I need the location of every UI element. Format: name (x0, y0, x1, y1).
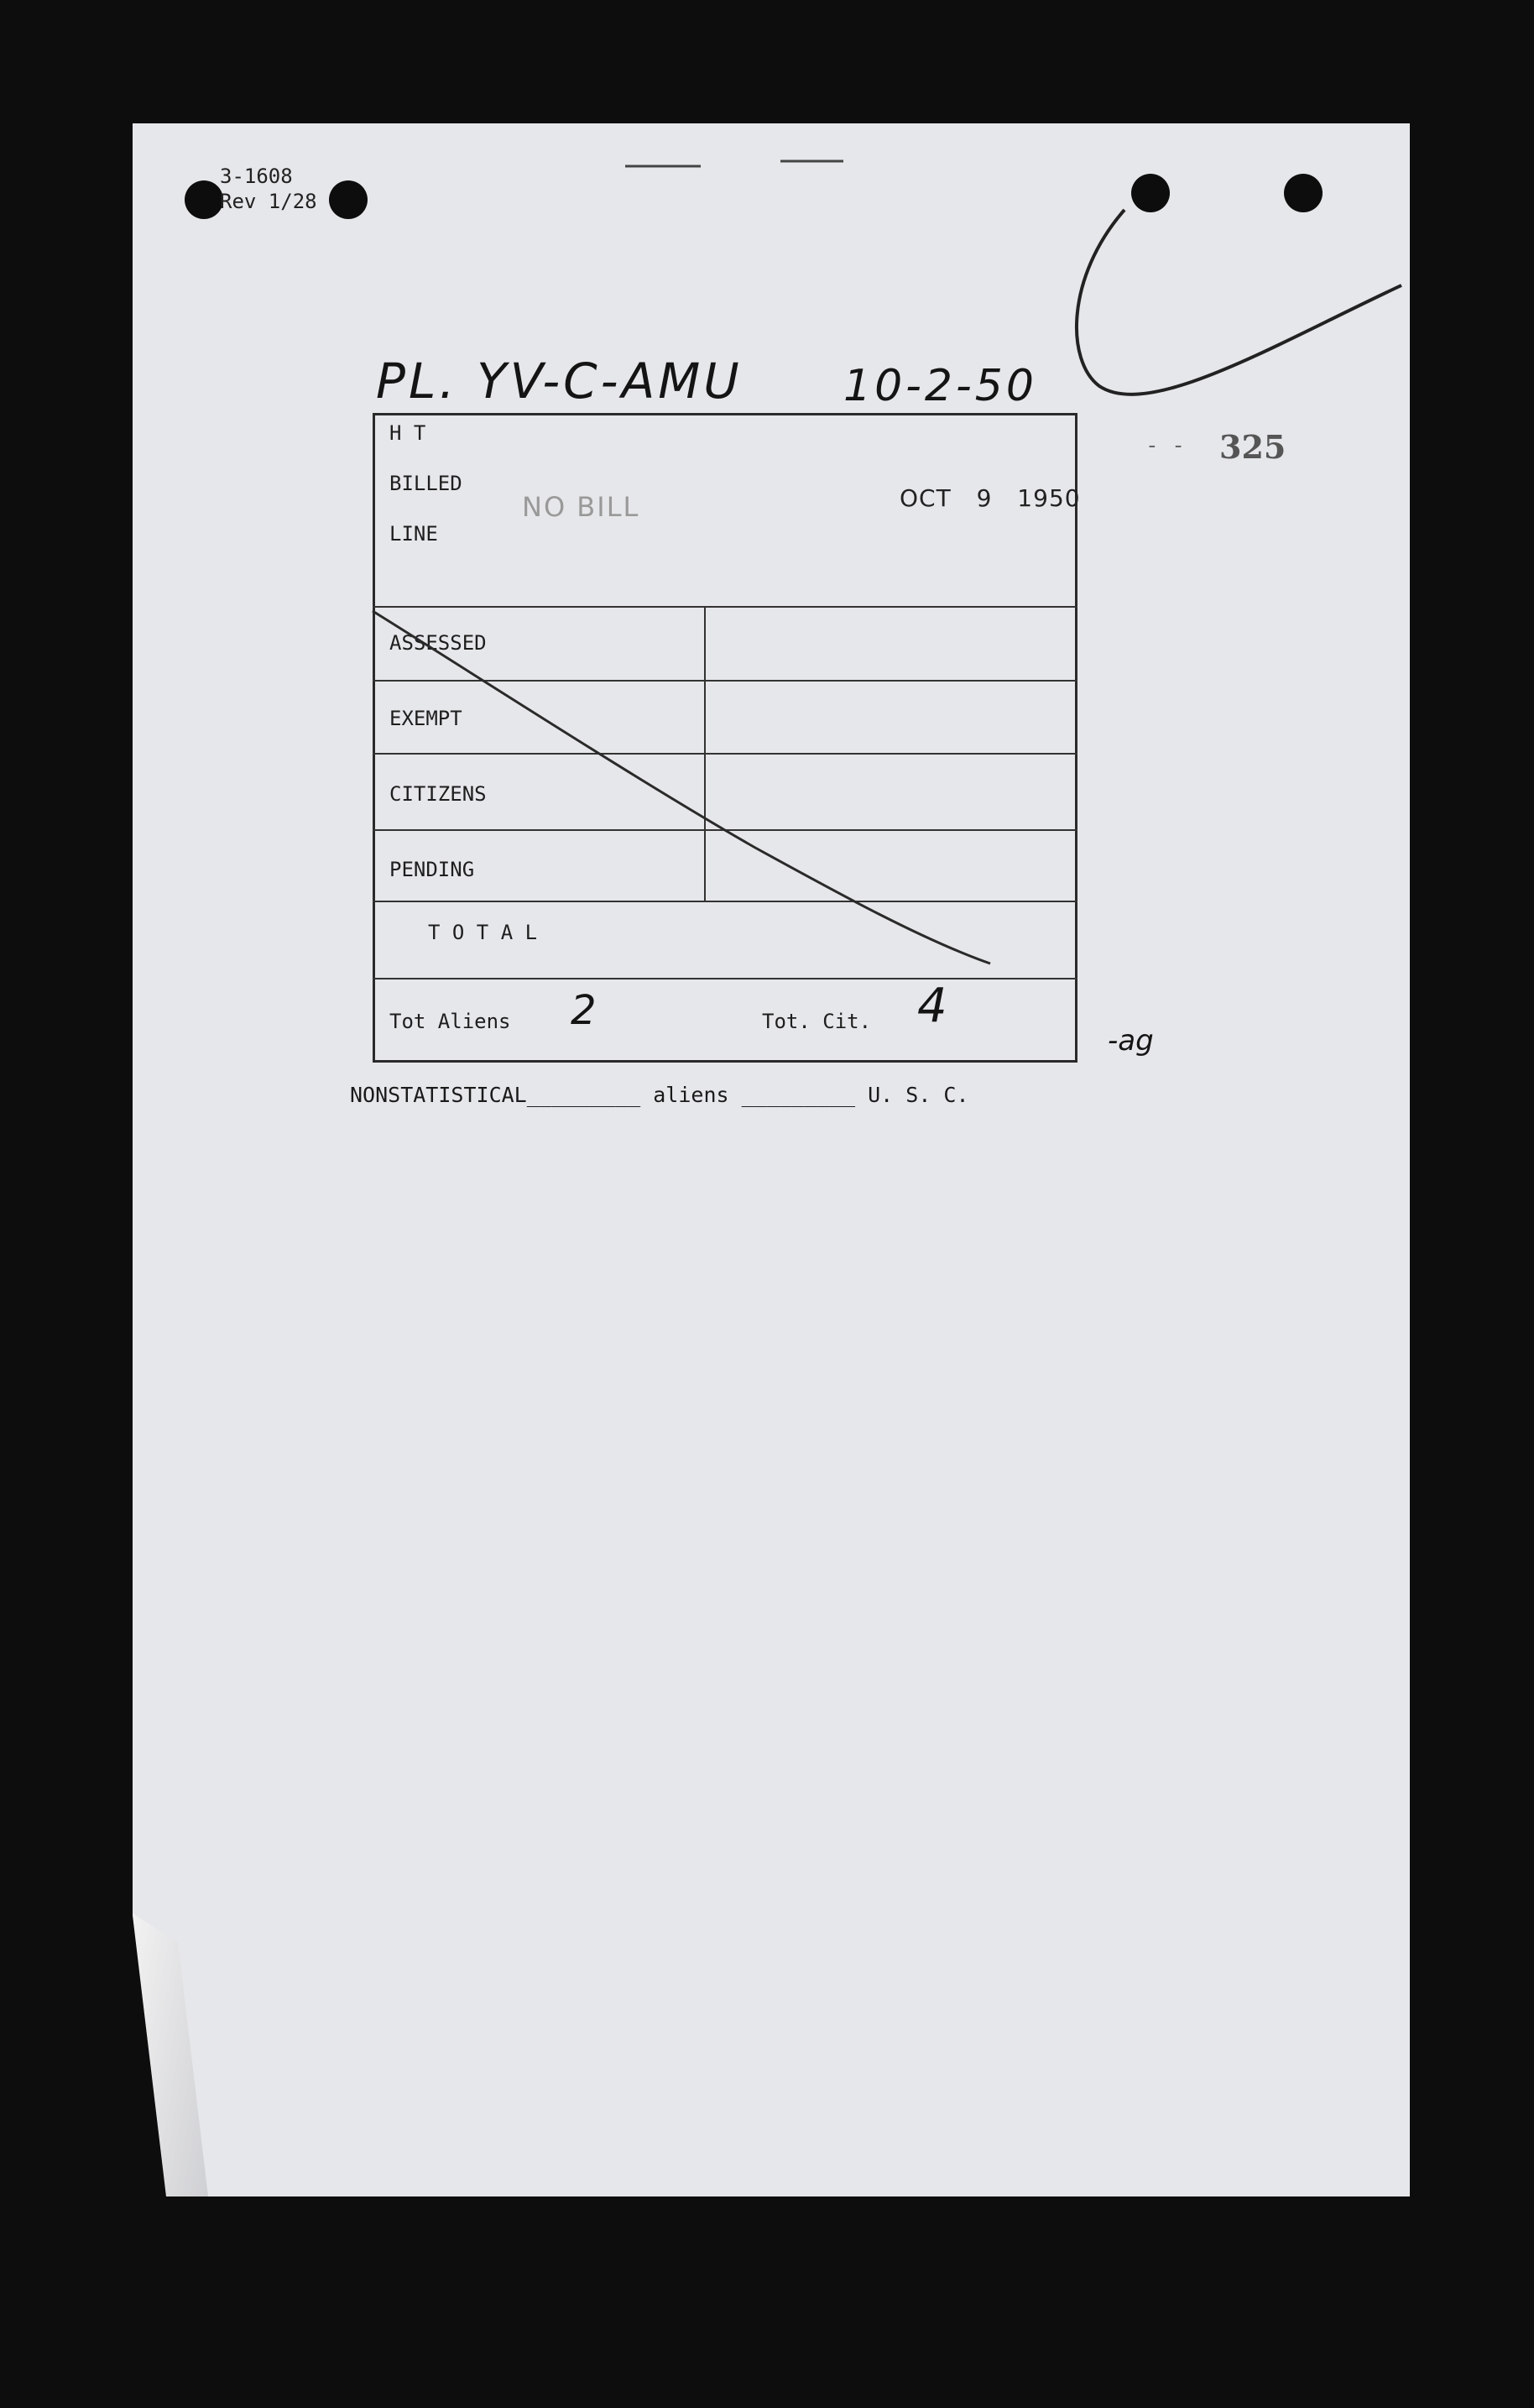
tot-aliens-label: Tot Aliens (389, 1010, 511, 1033)
row-exempt: EXEMPT (389, 707, 462, 730)
label-ht: H T (389, 421, 426, 445)
blank-line: _________ (728, 1083, 869, 1107)
label-billed: BILLED (389, 472, 462, 495)
handwritten-initials: -ag (1108, 1024, 1154, 1058)
row-citizens: CITIZENS (389, 782, 487, 806)
revision-text: Rev 1/28 (220, 190, 317, 213)
handwritten-date: 10-2-50 (843, 361, 1037, 411)
handwritten-vessel-code: PL. YV-C-AMU (376, 353, 743, 410)
form-number-text: 3-1608 (220, 165, 293, 188)
date-stamp: OCT 9 1950 (900, 484, 1081, 512)
row-assessed: ASSESSED (389, 631, 487, 655)
blank-line: _________ (526, 1083, 654, 1107)
page-number: 325 (1219, 428, 1286, 466)
tot-cit-label: Tot. Cit. (762, 1010, 872, 1033)
check-mark (1077, 210, 1401, 394)
page-number-dash: - - (1145, 433, 1185, 458)
tot-cit-value: 4 (917, 979, 947, 1033)
tot-aliens-value: 2 (571, 987, 597, 1034)
row-total: T O T A L (428, 921, 538, 944)
nonstatistical-label: NONSTATISTICAL (350, 1083, 527, 1107)
no-bill-stamp: NO BILL (522, 491, 640, 523)
top-marks (625, 161, 843, 166)
label-line: LINE (389, 522, 438, 546)
row-pending: PENDING (389, 858, 475, 881)
strike-through-line (373, 611, 990, 964)
aliens-label: aliens (653, 1083, 729, 1107)
usc-label: U. S. C. (868, 1083, 969, 1107)
